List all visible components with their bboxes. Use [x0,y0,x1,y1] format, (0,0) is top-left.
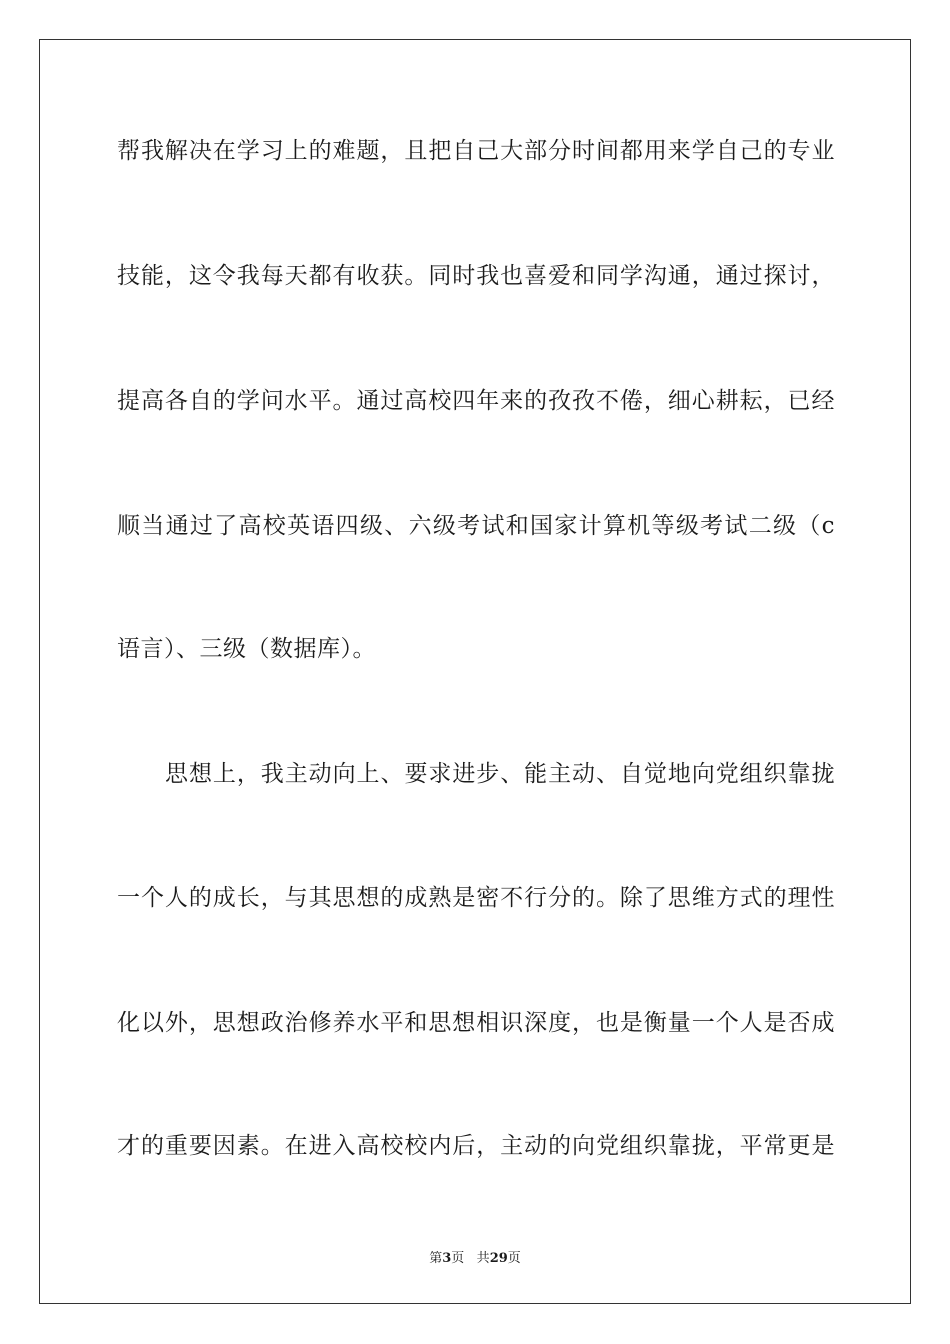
text-line-7: 一个人的成长，与其思想的成熟是密不行分的。除了思维方式的理性 [117,885,835,911]
footer-total-prefix: 共 [476,1251,490,1266]
text-line-9: 才的重要因素。在进入高校校内后，主动的向党组织靠拢，平常更是 [117,1133,835,1159]
text-line-2: 技能，这令我每天都有收获。同时我也喜爱和同学沟通，通过探讨， [117,263,835,289]
footer-page-prefix: 第 [429,1251,443,1266]
footer-total-pages: 29 [489,1251,508,1266]
text-line-1: 帮我解决在学习上的难题，且把自己大部分时间都用来学自己的专业 [117,138,835,164]
text-line-5: 语言）、三级（数据库）。 [117,636,376,662]
page-footer [0,1247,950,1266]
footer-page-number: 3 [442,1251,452,1266]
page-frame [39,39,911,1304]
footer-total-suffix: 页 [507,1251,521,1266]
text-line-6: 思想上，我主动向上、要求进步、能主动、自觉地向党组织靠拢 [165,761,835,787]
text-line-3: 提高各自的学问水平。通过高校四年来的孜孜不倦，细心耕耘，已经 [117,388,835,414]
footer-page-suffix: 页 [451,1251,465,1266]
text-line-4: 顺当通过了高校英语四级、六级考试和国家计算机等级考试二级（c [117,513,835,539]
text-line-8: 化以外，思想政治修养水平和思想相识深度，也是衡量一个人是否成 [117,1010,835,1036]
